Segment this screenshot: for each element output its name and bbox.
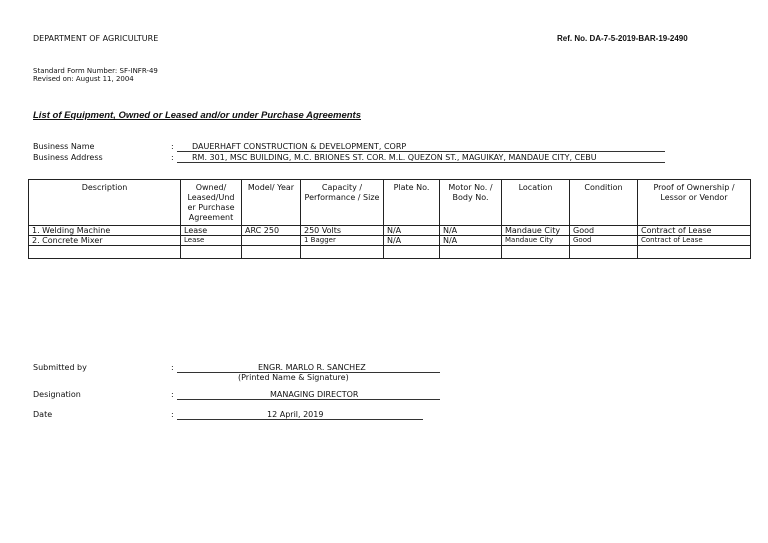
- table-cell: Mandaue City: [502, 226, 570, 236]
- column-header-ownership-type: Owned/ Leased/Und er Purchase Agreement: [181, 180, 242, 226]
- business-address-value: RM. 301, MSC BUILDING, M.C. BRIONES ST. COR. M.L. QUEZON ST., MAGUIKAY, MANDAUE CITY, CEBU: [192, 153, 597, 162]
- table-cell: N/A: [440, 236, 502, 246]
- column-header-location: Location: [502, 180, 570, 226]
- column-header-condition: Condition: [570, 180, 638, 226]
- table-cell: N/A: [384, 236, 440, 246]
- designation-colon: :: [171, 390, 174, 399]
- table-cell: N/A: [384, 226, 440, 236]
- business-name-colon: :: [171, 142, 174, 151]
- table-cell: [301, 246, 384, 259]
- date-value: 12 April, 2019: [267, 410, 324, 419]
- business-name-underline: [177, 151, 665, 152]
- date-underline: [177, 419, 423, 420]
- business-address-underline: [177, 162, 665, 163]
- column-header-proof-of-ownership: Proof of Ownership / Lessor or Vendor: [638, 180, 751, 226]
- date-label: Date: [33, 410, 53, 419]
- table-cell: Contract of Lease: [638, 226, 751, 236]
- submitted-by-label: Submitted by: [33, 363, 87, 372]
- column-header-model-year: Model/ Year: [242, 180, 301, 226]
- table-cell: [384, 246, 440, 259]
- table-cell: 250 Volts: [301, 226, 384, 236]
- table-cell: Mandaue City: [502, 236, 570, 246]
- date-colon: :: [171, 410, 174, 419]
- business-address-label: Business Address: [33, 153, 103, 162]
- business-address-colon: :: [171, 153, 174, 162]
- table-cell: [29, 246, 181, 259]
- table-cell: Lease: [181, 236, 242, 246]
- table-cell: ARC 250: [242, 226, 301, 236]
- table-cell: Lease: [181, 226, 242, 236]
- table-row: [29, 236, 751, 246]
- table-cell: [638, 246, 751, 259]
- reference-number: Ref. No. DA-7-5-2019-BAR-19-2490: [557, 34, 688, 43]
- column-header-plate-no: Plate No.: [384, 180, 440, 226]
- equipment-table: [28, 179, 751, 259]
- table-cell: [242, 236, 301, 246]
- table-cell: 1 Bagger: [301, 236, 384, 246]
- table-cell: 1. Welding Machine: [29, 226, 181, 236]
- revision-date: Revised on: August 11, 2004: [33, 75, 134, 83]
- designation-value: MANAGING DIRECTOR: [270, 390, 359, 399]
- designation-underline: [177, 399, 440, 400]
- business-name-value: DAUERHAFT CONSTRUCTION & DEVELOPMENT, CORP: [192, 142, 407, 151]
- table-cell: Good: [570, 236, 638, 246]
- submitted-by-colon: :: [171, 363, 174, 372]
- table-cell: [440, 246, 502, 259]
- document-title: List of Equipment, Owned or Leased and/or under Purchase Agreements: [33, 110, 361, 121]
- table-header-row: [29, 180, 751, 226]
- column-header-capacity: Capacity / Performance / Size: [301, 180, 384, 226]
- column-header-description: Description: [29, 180, 181, 226]
- table-cell: N/A: [440, 226, 502, 236]
- table-cell: [181, 246, 242, 259]
- table-row-empty: [29, 246, 751, 259]
- printed-name-note: (Printed Name & Signature): [238, 373, 349, 382]
- table-cell: [570, 246, 638, 259]
- designation-label: Designation: [33, 390, 81, 399]
- department-name: DEPARTMENT OF AGRICULTURE: [33, 34, 159, 43]
- table-cell: Good: [570, 226, 638, 236]
- table-cell: Contract of Lease: [638, 236, 751, 246]
- table-row: [29, 226, 751, 236]
- column-header-motor-no: Motor No. / Body No.: [440, 180, 502, 226]
- submitted-by-value: ENGR. MARLO R. SANCHEZ: [258, 363, 366, 372]
- table-cell: 2. Concrete Mixer: [29, 236, 181, 246]
- business-name-label: Business Name: [33, 142, 95, 151]
- table-cell: [502, 246, 570, 259]
- table-cell: [242, 246, 301, 259]
- form-number: Standard Form Number: SF-INFR-49: [33, 67, 158, 75]
